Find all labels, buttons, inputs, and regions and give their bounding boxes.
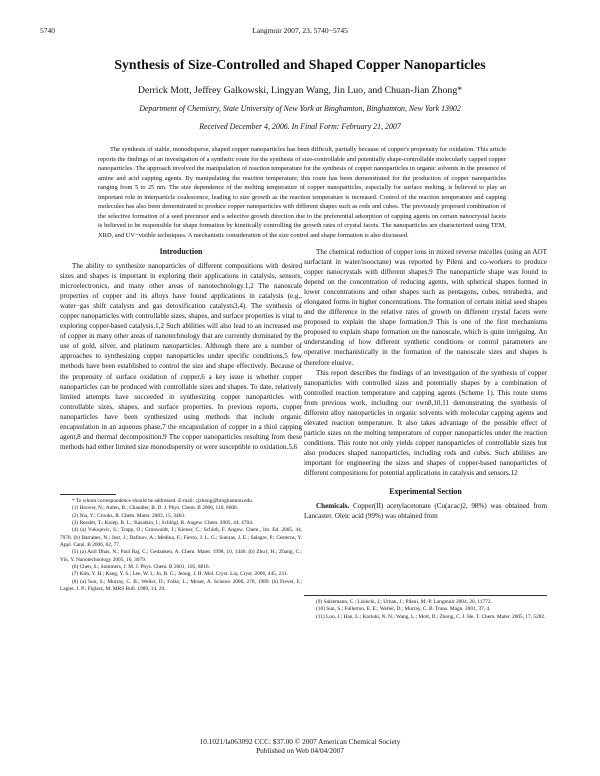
- introduction-heading: Introduction: [159, 247, 203, 256]
- footnote: (5) (a) Anil Dhas, N.; Paul Raj, C.; Gedanken, A. Chem. Mater. 1998, 10, 1446. (b) Zhu1, H.; Zhang, C.; Yin, Y. Nanotechnology 2005, 16, 3079.: [60, 549, 302, 563]
- journal-citation: Langmuir 2007, 23, 5740−5745: [252, 26, 348, 35]
- page-number: 5740: [40, 26, 55, 35]
- footnote: (6) Chen, S.; Sommers, J. M. J. Phys. Chem. B 2001, 105, 8816.: [72, 564, 210, 571]
- author-list: Derrick Mott, Jeffrey Galkowski, Lingyan Wang, Jin Luo, and Chuan-Jian Zhong*: [137, 85, 463, 96]
- footnote: (8) (a) Sun, S.; Murray, C. B.; Weller, D.; Folks, L.; Moser, A. Science 2000, 278, 1989. (b) Fievet, F.; Lagier, J. P.; Figlarz, M. MRS Bull. 1989, 14, 29.: [60, 578, 302, 593]
- article-title: Synthesis of Size-Controlled and Shaped Copper Nanoparticles: [114, 57, 486, 72]
- footnote: * To whom correspondence should be addressed. E-mail: cjzhong@binghamton.edu.: [72, 498, 254, 504]
- footnote-rule-right: [304, 595, 547, 596]
- experimental-heading: Experimental Section: [389, 487, 462, 497]
- chemicals-runin: Chemicals.: [316, 502, 350, 511]
- abstract-text: The synthesis of stable, monodisperse, shaped copper nanoparticles has been difficult, partially because of copper's propensity for oxidation. This article reports the findings of an investigation of a synthetic route for the synthesis of size-controllable and potentially shape-controllable molecularly capped copper nanoparticles. The approach involved the manipulation of reaction temperature for the synthesis of copper nanoparticles in organic solvents in the presence of amine and acid capping agents. By manipulating the reaction temperature, this route has been demonstrated for the production of copper nanoparticles ranging from 5 to 25 nm. The size dependence of the melting temperature of copper nanoparticles, especially for surface melting, is believed to play an important role in interparticle coalescence, leading to size growth as the reaction temperature is increased. Control of the reaction temperature and capping molecules has also been demonstrated to produce copper nanoparticles with different shapes such as rods and cubes. The previously proposed combination of the selective formation of a seed precursor and a selective growth direction due to the preferential adsorption of capping agents on certain nanocrystal facets is believed to be responsible for shape formation by kinetically controlling the growth rates of crystal facets. The nanoparticles are characterized using TEM, XRD, and UV−visible techniques. A mechanistic consideration of the size control and shape formation is also discussed.: [98, 146, 506, 239]
- footnote: (1) Hoover, N.; Auten, B.; Chandler, B. D. J. Phys. Chem. B 2006, 110, 8606.: [72, 505, 239, 512]
- received-dates: Received December 4, 2006. In Final Form: February 21, 2007: [199, 122, 401, 131]
- published-line: Published on Web 04/04/2007: [256, 746, 344, 755]
- footnote-rule-left: [60, 494, 116, 495]
- footnote: (7) Kim, Y. H.; Kang, Y. S.; Lee, W. I.; Jo, B. G.; Jeong, J. H. Mol. Cryst. Liq. Cryst. 2006, 445, 231.: [72, 571, 288, 578]
- footnotes-right: [304, 599, 547, 621]
- footnote: (4) (a) Vukojevic, S.; Trapp, O.; Grunwaldt, J.; Kiener, C.; Schüth, F. Angew. Chem., Int. Ed. 2005, 44, 7978. (b) Barrabes, N.; Just, J.; Dafinov, A.; Medina, F.; Fierro, J. L. G.; Sueiras, J. E.; Salagre, P.; Cesteros, Y. Appl. Catal. B 2006, 62, 77.: [60, 527, 302, 549]
- footnote: (10) Sun, S.; Fullerton, E. E.; Weller, D.; Murray, C. B. Trans. Magn. 2001, 37, 4.: [316, 606, 491, 613]
- doi-line: 10.1021/la063092 CCC: $37.00 © 2007 American Chemical Society: [199, 737, 401, 746]
- affiliation: Department of Chemistry, State University of New York at Binghamton, Binghamton, New York 13902: [139, 104, 461, 113]
- intro-paragraph-2: The chemical reduction of copper ions in mixed reverse micelles (using an AOT surfactant in water/isooctane) was reported by Pileni and co-workers to produce copper nanocrystals with different shapes.9 The nanoparticle shape was found to depend on the concentration of reducing agents, with spherical shapes formed in lower concentrations and other shapes such as pentagons, cubes, tetrahedra, and elongated forms in higher concentrations. The formation of certain initial seed shapes and the difference in the relative rates of growth on different crystal facets were proposed to explain the shape formation.9 This is one of the first mechanisms proposed to explain shape formation on the nanoscale, which is quite intriguing. An understanding of how different synthetic conditions or control parameters are operative mechanistically in the formation of the nanoscale sizes and shapes is therefore elusive.: [304, 248, 547, 367]
- left-column: [60, 247, 302, 452]
- page-footer: [0, 737, 600, 755]
- chemicals-paragraph: [304, 501, 547, 521]
- footnotes-left: [60, 498, 302, 593]
- footnote: (11) Luo, J.; Han, L.; Kariuki, N. N.; Wang, L.; Mott, D.; Zhong, C. J. He, T. Chem. Mater. 2005, 17, 5282.: [316, 613, 546, 620]
- intro-paragraph-3: This report describes the findings of an investigation of the synthesis of copper nanoparticles with controlled sizes and potentially shapes by a combination of controlled reaction temperature and capping agents (Scheme 1). This route stems from previous work, including our own8,10,11 demonstrating the synthesis of different alloy nanoparticles in organic solvents with molecular capping agents and elevated reaction temperature. It also takes advantage of the possible effect of particle sizes on the melting temperature of copper nanoparticles under the reaction conditions. This route not only yields copper nanoparticles of controllable sizes but also produces shaped nanoparticles, including rods and cubes. Such abilities are important for engineering the sizes and shapes of copper-based nanoparticles of different compositions for potential applications in catalysis and sensors.12: [304, 368, 547, 478]
- right-column: [304, 247, 547, 521]
- footnote: (2) Nia, Y.; Crooks, R. Chem. Mater. 2003, 15, 3463.: [72, 512, 186, 519]
- chemicals-text: Copper(II) acetylacetonate (Cu(acac)2, 98%) was obtained from Lancaster. Oleic acid (99%) was obtained from: [304, 502, 547, 521]
- intro-paragraph: The ability to synthesize nanoparticles of different compositions with desired sizes and shapes is important in exploring their applications in catalysis, sensors, microelectronics, and many other areas of nanotechnology.1,2 The nanoscale properties of copper and its alloys have found applications in catalysis (e.g., water−gas shift catalysts and gas detoxification catalysts3,4). The synthesis of copper nanoparticles with controllable sizes, shapes, and surface properties is vital to exploring copper-based catalysis.1,2 Such abilities will also lead to an increased use of copper in many other areas of nanotechnology that are currently dominated by the use of gold, silver, and platinum nanoparticles. Although there are a number of approaches to synthesizing copper nanoparticles under specific conditions,5 few methods have been established to control the size and shape effectively. Because of the propensity of surface oxidation of copper,6 a key issue is whether copper nanoparticles can be produced with controllable sizes and shapes. To date, relatively limited attempts have succeeded in synthesizing copper nanoparticles with controllable sizes, shapes, and surface properties. In previous reports, copper nanoparticles have been synthesized using methods that include organic encapsulation in an aqueous phase,7 the encapsulation of copper in a thiol capping agent,8 and thermal decomposition.9 The copper nanoparticles resulting from these methods had either limited size monodispersity or were susceptible to oxidation.5,6: [60, 262, 302, 451]
- footnote: (3) Ressler, T.; Kniep, B. L.; Kasatkin, I.; Schlögl, R. Angew. Chem. 2005, 44, 4704.: [72, 520, 254, 527]
- abstract: [98, 145, 506, 240]
- footnote: (9) Salzemann, C.; Lisiecki, I.; Urban, J.; Pileni, M.-P. Langmuir 2004, 20, 11772.: [316, 599, 492, 605]
